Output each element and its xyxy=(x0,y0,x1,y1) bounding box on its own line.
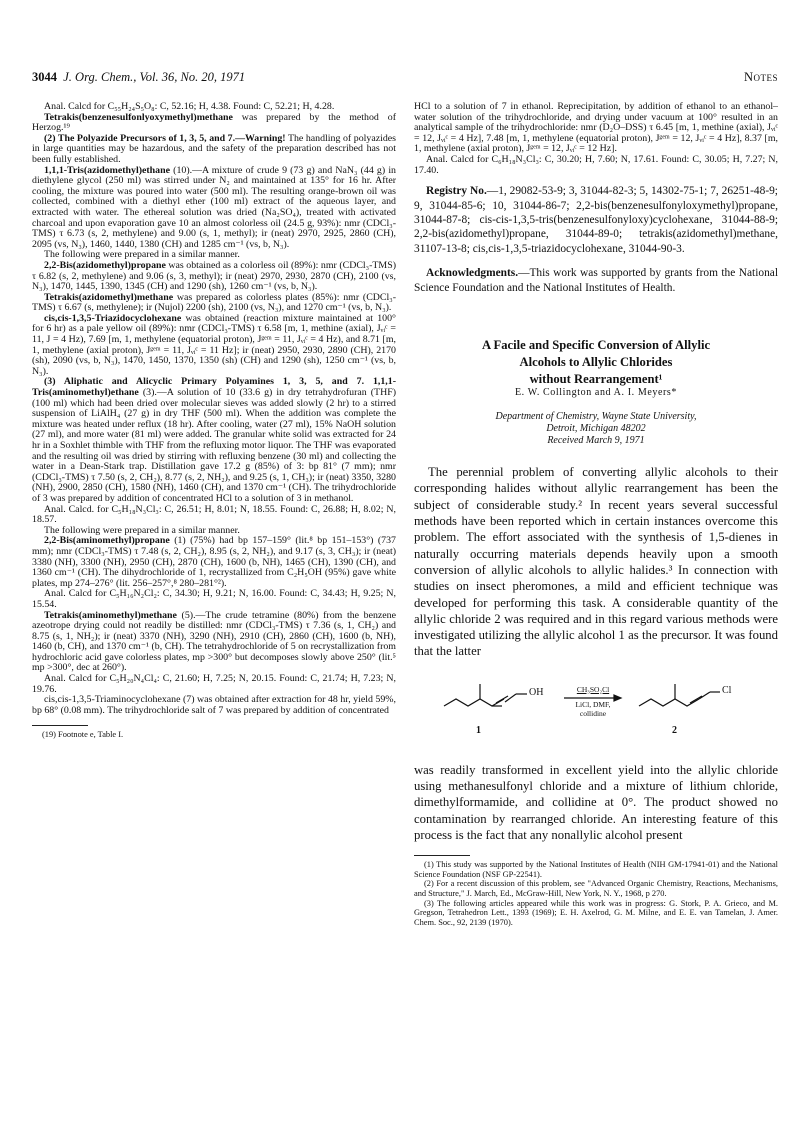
paragraph xyxy=(32,611,396,675)
paragraph-text: was obtained (reaction mixture maintained at 100° for 6 hr) as a pale yellow oil (89%): nmr (CDCl₃-TMS) τ 6.58 [m, 1, methine (axial), Jᵥᵢᶜ = 11, J = 4 Hz), 7.69 [m, 1, methylene (equatorial proton), Jᵍᵉᵐ = 11, Jᵥᵢᶜ = 4 Hz), and 8.71 [m, 1, methylene (axial proton), Jᵍᵉᵐ = 11, Jᵥᵢᶜ = 11 Hz]; ir (neat) 2950, 2930, 2890 (CH), 2170 (sh), 2090 (vs, b, N₃), 1470, 1450, 1370, 1350 (sh) (CH) and 1290 (sh), 1250 cm⁻¹ (vs, b, N₃). xyxy=(32,312,396,377)
paragraph xyxy=(32,113,396,134)
paragraph-text: (5).—The crude tetramine (80%) from the benzene azeotrope drying could not readily be distilled: nmr (CDCl₃-TMS) τ 7.36 (s, 1, CH₂) and 8.75 (s, 1, NH₂); ir (neat) 3370 (NH), 3290 (NH), 2910 (CH), 2860 (CH), 1600 (b, NH), 1460 (b, CH), and 1370 cm⁻¹ (b, CH). The tetrahydrochloride of 5 on recrystallization from hydrochloric acid gave colorless plates, mp >300° but decomposes slowly above 250° (lit.⁵ mp >300°, dec at 260°). xyxy=(32,609,396,674)
paragraph xyxy=(32,261,396,293)
section-heading: (2) The Polyazide Precursors of 1, 3, 5, and 7.—Warning! xyxy=(44,132,286,144)
paragraph-text: (10).—A mixture of crude 9 (73 g) and NaN₃ (44 g) in diethylene glycol (250 ml) was stirred under N₂ and maintained at 135° for 16 hr. After cooling, the mixture was poured into water (500 ml). The resulting orange-brown oil was collected, combined with a diethyl ether (100 ml) extract of the aqueous layer, and extracted with water. The ethereal solution was dried (Na₂SO₄), treated with activated charcoal and upon evaporation gave 10 an almost colorless oil (24.5 g, 93%): nmr (CDCl₃-TMS) τ 6.73 (s, 2, methylene) and 9.00 (s, 1, methyl); ir (neat) 2970, 2925, 2860 (CH), 2095 (vs, N₃), 1460, 1440, 1380 (CH) and 1285 cm⁻¹ (vs, b, N₃). xyxy=(32,164,396,250)
chain-bond xyxy=(444,699,504,706)
paragraph: cis,cis-1,3,5-Triaminocyclohexane (7) was obtained after extraction for 48 hr, yield 59%, bp 68° (0.08 mm). The trihydrochloride salt of 7 was prepared by addition of concentrated xyxy=(32,694,396,716)
affiliation: Detroit, Michigan 48202 xyxy=(546,423,646,435)
bond xyxy=(699,692,710,699)
body-paragraph: The perennial problem of converting allylic alcohols to their corresponding halides without allylic rearrangement has been the subject of considerable study.² In recent years several successful methods have been reported which in certain instances overcome this problem. The effort associated with the synthesis of 1,5-dienes in naturally occurring materials depends heavily upon a smooth conversion of allylic alcohols to allylic halides.³ In connection with studies on insect pheromones, a mild and efficient technique was developed for performing this task. A considerable quantity of the allylic chloride 2 was required and in this regard various methods were investigated utilizing the allylic alcohol 1 as the precursor. It was found that the latter xyxy=(414,465,778,659)
paragraph: Anal. Calcd for C₅H₁₆N₂Cl₂: C, 34.30; H, 9.21; N, 16.00. Found: C, 34.43; H, 9.25; N, 15.54. xyxy=(32,588,396,610)
section-heading: (3) Aliphatic and Alicyclic Primary Polyamines 1, 3, 5, and 7. 1,1,1-Tris(aminomethyl)ethane xyxy=(32,376,396,399)
registry-heading: Registry No. xyxy=(426,185,487,198)
paragraph xyxy=(32,293,396,314)
compound-heading: 1,1,1-Tris(azidomethyl)ethane xyxy=(44,164,170,176)
article-title: A Facile and Specific Conversion of Allylic xyxy=(481,338,711,352)
acknowledgments-heading: Acknowledgments. xyxy=(426,267,519,280)
article-title: Alcohols to Allylic Chlorides xyxy=(519,355,673,369)
article-title: without Rearrangement¹ xyxy=(529,372,663,386)
paragraph-text: (3).—A solution of 10 (33.6 g) in dry tetrahydrofuran (THF) (100 ml) which had been dried over molecular sieves was added slowly (2 hr) to a stirred suspension of LiAlH₄ (27 g) in dry THF (500 ml). When the addition was complete the mixture was heated under reflux (18 hr). After cooling, water (27 ml), 15% NaOH solution (27 ml), and more water (81 ml) were added. The granular white solid was extracted for 24 hr in a Soxhlet thimble with THF from the refluxing motor liquor. The THF was evaporated and the resulting oil was dried by stirring with refluxing benzene (30 ml) and collecting the water in a Dean-Stark trap. Distillation gave 17.2 g (85%) of 3: bp 81° (7 mm); nmr (CDCl₃-TMS) τ 7.50 (s, 2, CH₂), 8.77 (s, 2, NH₂), and 9.25 (s, 1, CH₃); ir (neat) 3350, 3280 (NH), 2900, 2850 (CH), 1580 (NH), 1460 (CH), and 1370 cm⁻¹ (CH). The trihydrochloride of 3 was prepared by addition of concentrated HCl to a solution of 3 in methanol. xyxy=(32,387,396,504)
journal-citation: J. Org. Chem., Vol. 36, No. 20, 1971 xyxy=(63,70,246,84)
compound-heading: cis,cis-1,3,5-Triazidocyclohexane xyxy=(44,312,182,324)
compound-heading: Tetrakis(azidomethyl)methane xyxy=(44,291,174,303)
paragraph xyxy=(32,166,396,251)
footnote: (3) The following articles appeared while this work was in progress: G. Stork, P. A. Grieco, and M. Gregson, Tetrahedron Lett., 1393 (1969); E. H. Axelrod, G. M. Milne, and E. E. van Tamelan, J. Amer. Chem. Soc., 92, 2139 (1970). xyxy=(414,898,778,927)
right-column xyxy=(414,102,778,927)
paragraph xyxy=(32,134,396,166)
footnote: (19) Footnote e, Table I. xyxy=(42,730,124,740)
authors: E. W. Collington and A. I. Meyers* xyxy=(514,387,678,398)
footnote: (2) For a recent discussion of this problem, see "Advanced Organic Chemistry, Reactions, Mechanisms, and Structure," J. March, Ed., McGraw-Hill, New York, N. Y., 1968, p 270. xyxy=(414,879,778,899)
paragraph xyxy=(32,377,396,504)
paragraph: HCl to a solution of 7 in ethanol. Reprecipitation, by addition of ethanol to an ethanol–water solution of the trihydrochloride, and drying under vacuum at 100° resulted in an analytical sample of the trihydrochloride: nmr (D₂O–DSS) τ 6.45 [m, 1, methine (axial), Jᵥᵢᶜ = 12, Jᵥᵢᶜ = 4 Hz], 7.48 [m, 1, methylene (equatorial proton), Jᵍᵉᵐ = 12, Jᵥᵢᶜ = 4 Hz], 8.37 [m, 1, methylene (axial proton), Jᵍᵉᵐ = 12, Jᵥᵢᶜ = 12 Hz]. xyxy=(414,101,778,155)
paragraph-text: (1) (75%) had bp 157–159° (lit.⁸ bp 151–153°) (737 mm); nmr (CDCl₃-TMS) τ 7.48 (s, 2, CH₂), 8.95 (s, 2, NH₂), and 9.17 (s, 3, CH₃); ir (neat) 3380 (NH), 3300 (NH), 2950 (CH), 2870 (CH), 1600 (b, NH), 1465 (CH), 1390 (CH), and 1360 cm⁻¹ (CH). The dihydrochloride of 1, recrystallized from C₂H₅OH (95%) gave white plates, mp 274–276° (lit. 256–257°,⁸ 280–281°²). xyxy=(32,535,396,589)
paragraph: Anal. Calcd for C₅₅H₂₄S₅O₈: C, 52.16; H, 4.38. Found: C, 52.21; H, 4.28. xyxy=(44,101,335,112)
body-paragraph: was readily transformed in excellent yield into the allylic chloride using methanesulfonyl chloride and a mixture of lithium chloride, dimethylformamide, and collidine at 0°. The product showed no contamination by rearranged chloride. An interesting feature of this process is the fact that any nonallylic alcohol present xyxy=(414,762,778,842)
paragraph-text: was obtained as a colorless oil (89%): nmr (CDCl₃-TMS) τ 6.82 (s, 2, methylene) and 9.06 (s, 3, methyl); ir (neat) 2970, 2930, 2870 (CH), 2100 (vs, N₃), 1470, 1445, 1390, 1345 (CH) and 1290 (sh), 1260 cm⁻¹ (vs, b, N₃). xyxy=(32,259,396,293)
paragraph xyxy=(32,536,396,589)
reaction-scheme xyxy=(414,666,778,758)
reagent: CH₃SO₂Cl xyxy=(576,684,610,694)
reagent: LiCl, DMF, xyxy=(575,699,611,709)
footnote: (1) This study was supported by the National Institutes of Health (NIH GM-17941-01) and the National Science Foundation (NSF GP-22541). xyxy=(414,860,778,879)
compound-heading: Tetrakis(benzenesulfonlyoxymethyl)methane xyxy=(44,111,233,123)
affiliation: Department of Chemistry, Wayne State University, xyxy=(495,410,697,422)
compound-number: 2 xyxy=(672,724,677,736)
acknowledgments-text: —This work was supported by grants from the National Science Foundation and the National Institutes of Health. xyxy=(414,267,778,294)
left-column xyxy=(32,102,396,740)
double-bond xyxy=(690,696,702,703)
reagent: collidine xyxy=(579,708,607,718)
paragraph xyxy=(32,314,396,378)
paragraph: The following were prepared in a similar manner. xyxy=(44,249,240,261)
footnote-rule xyxy=(414,855,470,856)
compound-number: 1 xyxy=(476,724,481,736)
paragraph-text: was prepared by the method of Herzog.¹⁹ xyxy=(32,111,396,134)
compound-heading: Tetrakis(aminomethyl)methane xyxy=(44,609,177,621)
compound-heading: 2,2-Bis(aminomethyl)propane xyxy=(44,535,170,547)
page-number: 3044 xyxy=(32,70,57,84)
paragraph: Anal. Calcd for C₅H₂₀N₄Cl₄: C, 21.60; H, 7.25; N, 20.15. Found: C, 21.74; H, 7.23; N, 19.76. xyxy=(32,673,396,695)
compound-heading: 2,2-Bis(azidomethyl)propane xyxy=(44,259,166,271)
header-left xyxy=(32,70,245,85)
hydroxyl-label: OH xyxy=(529,686,544,698)
section-name: Notes xyxy=(743,70,778,84)
chloro-label: Cl xyxy=(722,684,732,696)
running-header xyxy=(32,70,778,86)
paragraph: Anal. Calcd for C₆H₁₈N₃Cl₃: C, 30.20; H, 7.60; N, 17.61. Found: C, 30.05; H, 7.27; N, 17.40. xyxy=(414,153,778,176)
bond xyxy=(505,694,516,702)
paragraph: Anal. Calcd. for C₅H₁₈N₃Cl₃: C, 26.51; H, 8.01; N, 18.55. Found: C, 26.88; H, 8.02; N, 18.57. xyxy=(32,503,396,526)
spacer xyxy=(414,295,778,337)
footnote-rule xyxy=(32,725,88,726)
paragraph-text: was prepared as colorless plates (85%): nmr (CDCl₃-TMS) τ 6.67 (s, methylene); ir (Nujol) 2200 (sh), 2100 (vs, N₃), and 1270 cm⁻¹ (vs, b, N₃). xyxy=(32,291,396,314)
double-bond xyxy=(496,696,508,703)
acknowledgments xyxy=(414,266,778,295)
received-date: Received March 9, 1971 xyxy=(547,434,645,446)
registry-numbers xyxy=(414,184,778,256)
paragraph-text: The handling of polyazides in large quantities may be hazardous, and the safety of the preparation described has not been fully established. xyxy=(32,132,396,165)
registry-text: —1, 29082-53-9; 3, 31044-82-3; 5, 14302-75-1; 7, 26251-48-9; 9, 31044-85-6; 10, 31044-86-7; 2,2-bis(benzenesulfonyloxymethyl)propane, 31044-87-8; cis-cis-1,3,5-tris(benzenesulfonyloxy)cyclohexane, 31044-88-9; 2,2-bis(azidomethyl)propane, 31044-89-0; tetrakis(azidomethyl)methane, 31107-13-8; cis,cis-1,3,5-triazidocyclohexane, 31044-90-3. xyxy=(414,185,778,255)
paragraph: The following were prepared in a similar manner. xyxy=(44,524,240,536)
